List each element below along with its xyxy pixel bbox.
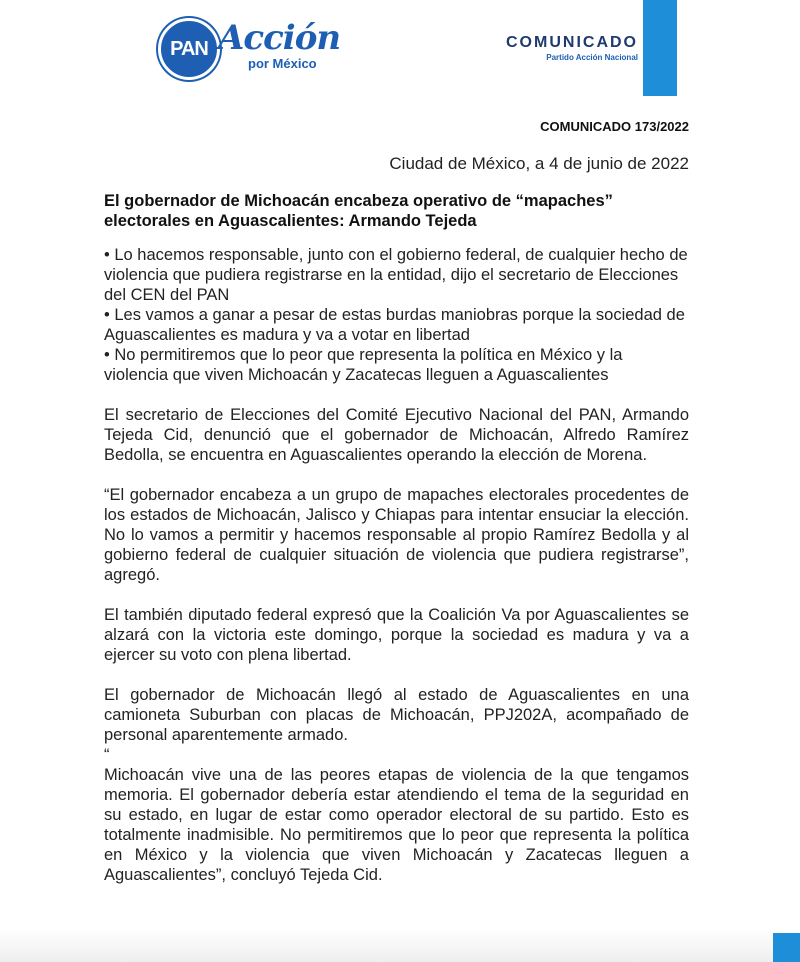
page-footer-shadow: [0, 928, 773, 962]
comunicado-subtitle: Partido Acción Nacional: [546, 53, 638, 62]
paragraph-1: El secretario de Elecciones del Comité Ejecutivo Nacional del PAN, Armando Tejeda Cid, denunció que el gobernador de Michoacán, Alfredo Ramírez Bedolla, se encuentra en Aguascalientes operando la elección de Morena.: [104, 406, 689, 464]
pan-logo-circle: PAN: [158, 18, 220, 80]
paragraph-2: “El gobernador encabeza a un grupo de mapaches electorales procedentes de los estados de Michoacán, Jalisco y Chiapas para intentar ensuciar la elección. No lo vamos a permitir y hacemos responsable al propio Ramírez Bedolla y al gobierno federal de cualquier situación de violencia que pudiera registrarse”, agregó.: [104, 486, 689, 584]
footer-accent-corner: [773, 933, 800, 962]
headline: El gobernador de Michoacán encabeza operativo de “mapaches” electorales en Aguascalientes: Armando Tejeda: [104, 192, 613, 230]
pan-logo: [158, 18, 341, 78]
comunicado-title: COMUNICADO: [506, 34, 638, 51]
comunicado-banner: [470, 30, 680, 70]
document-number: COMUNICADO 173/2022: [540, 119, 689, 134]
quote-mark: “: [104, 746, 110, 764]
paragraph-3: El también diputado federal expresó que la Coalición Va por Aguascalientes se alzará con la victoria este domingo, porque la sociedad es madura y va a ejercer su voto con plena libertad.: [104, 606, 689, 664]
paragraph-final: Michoacán vive una de las peores etapas de violencia de la que tengamos memoria. El gobernador debería estar atendiendo el tema de la seguridad en su estado, en lugar de estar como operador electoral de su partido. Esto es totalmente inadmisible. No permitiremos que lo peor que representa la política en México y la violencia que viven Michoacán y Zacatecas lleguen a Aguascalientes”, concluyó Tejeda Cid.: [104, 766, 689, 884]
dateline: Ciudad de México, a 4 de junio de 2022: [389, 154, 689, 173]
document-body: [104, 191, 689, 885]
paragraph-4: El gobernador de Michoacán llegó al estado de Aguascalientes en una camioneta Suburban con placas de Michoacán, PPJ202A, acompañado de personal aparentemente armado.: [104, 686, 689, 744]
bullet-2: • Les vamos a ganar a pesar de estas burdas maniobras porque la sociedad de Aguascalientes es madura y va a votar en libertad: [104, 306, 685, 344]
pan-logo-accion: Acción: [218, 18, 341, 58]
pan-logo-por-mexico: por México: [248, 56, 317, 71]
bullet-1: • Lo hacemos responsable, junto con el gobierno federal, de cualquier hecho de violencia que pudiera registrarse en la entidad, dijo el secretario de Elecciones del CEN del PAN: [104, 246, 688, 304]
bullet-3: • No permitiremos que lo peor que representa la política en México y la violencia que viven Michoacán y Zacatecas lleguen a Aguascalientes: [104, 346, 623, 384]
